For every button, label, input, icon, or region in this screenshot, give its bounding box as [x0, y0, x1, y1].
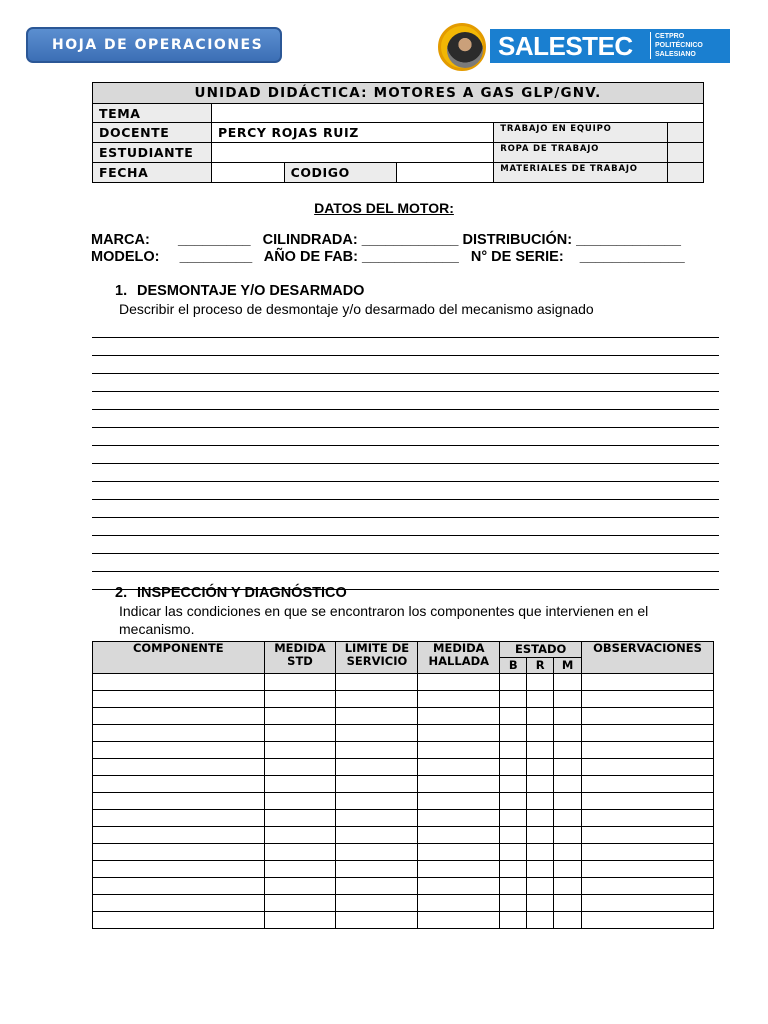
table-cell[interactable]: [418, 708, 500, 725]
table-cell[interactable]: [500, 827, 527, 844]
fecha-label: FECHA: [93, 163, 212, 183]
table-cell[interactable]: [264, 912, 336, 929]
table-cell[interactable]: [336, 844, 418, 861]
table-cell[interactable]: [582, 912, 714, 929]
table-cell[interactable]: [264, 674, 336, 691]
table-cell[interactable]: [93, 793, 265, 810]
trabajo-equipo-label: TRABAJO EN EQUIPO: [494, 123, 667, 143]
table-cell[interactable]: [336, 708, 418, 725]
table-row: [93, 895, 714, 912]
table-cell[interactable]: [554, 810, 582, 827]
table-cell[interactable]: [582, 827, 714, 844]
table-cell[interactable]: [500, 776, 527, 793]
table-cell[interactable]: [336, 912, 418, 929]
col-observaciones: OBSERVACIONES: [582, 642, 714, 674]
table-cell[interactable]: [582, 759, 714, 776]
docente-label: DOCENTE: [93, 123, 212, 143]
table-cell[interactable]: [582, 708, 714, 725]
table-cell[interactable]: [264, 895, 336, 912]
table-cell[interactable]: [582, 725, 714, 742]
materiales-label: MATERIALES DE TRABAJO: [494, 163, 667, 183]
table-cell[interactable]: [582, 742, 714, 759]
table-cell[interactable]: [554, 674, 582, 691]
table-cell[interactable]: [500, 793, 527, 810]
table-cell[interactable]: [582, 861, 714, 878]
table-cell[interactable]: [500, 725, 527, 742]
table-row: [93, 844, 714, 861]
table-cell[interactable]: [93, 827, 265, 844]
table-row: [93, 759, 714, 776]
table-cell[interactable]: [93, 895, 265, 912]
table-cell[interactable]: [554, 759, 582, 776]
table-row: [93, 861, 714, 878]
col-medida-hallada: MEDIDA HALLADA: [418, 642, 500, 674]
table-cell[interactable]: [93, 776, 265, 793]
table-cell[interactable]: [418, 674, 500, 691]
table-row: [93, 725, 714, 742]
table-cell[interactable]: [93, 861, 265, 878]
table-cell[interactable]: [554, 827, 582, 844]
table-cell[interactable]: [418, 691, 500, 708]
info-table: [92, 82, 704, 183]
table-cell[interactable]: [500, 912, 527, 929]
table-cell[interactable]: [554, 912, 582, 929]
codigo-field[interactable]: [397, 163, 494, 183]
inspection-table: [92, 641, 714, 929]
table-cell[interactable]: [500, 759, 527, 776]
table-cell[interactable]: [264, 793, 336, 810]
tema-field[interactable]: [211, 104, 703, 123]
table-cell[interactable]: [527, 827, 554, 844]
document-title-badge: [26, 27, 282, 63]
estudiante-field[interactable]: [211, 143, 493, 163]
table-cell[interactable]: [582, 844, 714, 861]
unit-title: UNIDAD DIDÁCTICA: MOTORES A GAS GLP/GNV.: [93, 83, 704, 104]
table-cell[interactable]: [93, 691, 265, 708]
section-2-heading: 2. INSPECCIÓN Y DIAGNÓSTICO: [115, 585, 347, 601]
table-cell[interactable]: [336, 895, 418, 912]
table-cell[interactable]: [418, 844, 500, 861]
table-cell[interactable]: [500, 708, 527, 725]
docente-value: PERCY ROJAS RUIZ: [211, 123, 493, 143]
trabajo-equipo-check[interactable]: [667, 123, 703, 143]
writing-lines[interactable]: [92, 320, 719, 590]
table-cell[interactable]: [336, 691, 418, 708]
table-cell[interactable]: [93, 810, 265, 827]
table-cell[interactable]: [264, 827, 336, 844]
table-row: [93, 912, 714, 929]
table-cell[interactable]: [554, 725, 582, 742]
table-cell[interactable]: [418, 810, 500, 827]
table-cell[interactable]: [418, 861, 500, 878]
table-cell[interactable]: [93, 878, 265, 895]
table-cell[interactable]: [527, 708, 554, 725]
table-cell[interactable]: [336, 725, 418, 742]
table-cell[interactable]: [264, 708, 336, 725]
table-cell[interactable]: [336, 878, 418, 895]
table-cell[interactable]: [527, 878, 554, 895]
table-row: [93, 827, 714, 844]
table-cell[interactable]: [554, 861, 582, 878]
table-cell[interactable]: [554, 708, 582, 725]
table-cell[interactable]: [582, 776, 714, 793]
table-cell[interactable]: [527, 691, 554, 708]
ropa-trabajo-label: ROPA DE TRABAJO: [494, 143, 667, 163]
table-cell[interactable]: [527, 742, 554, 759]
table-cell[interactable]: [554, 844, 582, 861]
table-cell[interactable]: [527, 912, 554, 929]
table-cell[interactable]: [527, 895, 554, 912]
table-row: [93, 793, 714, 810]
section-2-description: Indicar las condiciones en que se encontraron los componentes que intervienen en el mecanismo.: [119, 603, 649, 637]
table-row: [93, 878, 714, 895]
table-cell[interactable]: [500, 878, 527, 895]
table-cell[interactable]: [500, 742, 527, 759]
table-cell[interactable]: [336, 793, 418, 810]
table-cell[interactable]: [418, 912, 500, 929]
table-cell[interactable]: [527, 776, 554, 793]
table-cell[interactable]: [336, 810, 418, 827]
table-cell[interactable]: [93, 725, 265, 742]
table-cell[interactable]: [527, 725, 554, 742]
table-cell[interactable]: [500, 895, 527, 912]
table-cell[interactable]: [554, 895, 582, 912]
fecha-field[interactable]: [211, 163, 284, 183]
table-cell[interactable]: [582, 691, 714, 708]
salestec-logo: [438, 23, 730, 71]
col-componente: COMPONENTE: [93, 642, 265, 674]
table-cell[interactable]: [582, 878, 714, 895]
logo-emblem-icon: [438, 23, 486, 71]
table-row: [93, 776, 714, 793]
col-estado-r: R: [527, 658, 554, 674]
table-cell[interactable]: [527, 861, 554, 878]
section-1-description: Describir el proceso de desmontaje y/o desarmado del mecanismo asignado: [119, 301, 594, 317]
table-cell[interactable]: [336, 742, 418, 759]
table-cell[interactable]: [500, 861, 527, 878]
table-cell[interactable]: [93, 742, 265, 759]
ropa-trabajo-check[interactable]: [667, 143, 703, 163]
estudiante-label: ESTUDIANTE: [93, 143, 212, 163]
table-cell[interactable]: [554, 742, 582, 759]
table-cell[interactable]: [264, 691, 336, 708]
codigo-label: CODIGO: [284, 163, 397, 183]
table-cell[interactable]: [527, 844, 554, 861]
table-cell[interactable]: [582, 895, 714, 912]
materiales-check[interactable]: [667, 163, 703, 183]
table-cell[interactable]: [264, 861, 336, 878]
table-cell[interactable]: [418, 793, 500, 810]
col-estado: ESTADO: [500, 642, 582, 658]
table-cell[interactable]: [582, 674, 714, 691]
table-row: [93, 708, 714, 725]
logo-subtitle: CETPRO POLITÉCNICO SALESIANO: [650, 32, 731, 59]
table-cell[interactable]: [336, 827, 418, 844]
table-cell[interactable]: [336, 861, 418, 878]
table-cell[interactable]: [527, 810, 554, 827]
tema-label: TEMA: [93, 104, 212, 123]
table-cell[interactable]: [93, 912, 265, 929]
table-cell[interactable]: [527, 674, 554, 691]
table-cell[interactable]: [264, 725, 336, 742]
table-cell[interactable]: [582, 810, 714, 827]
table-cell[interactable]: [418, 742, 500, 759]
table-cell[interactable]: [500, 674, 527, 691]
table-cell[interactable]: [418, 895, 500, 912]
table-cell[interactable]: [93, 674, 265, 691]
table-cell[interactable]: [336, 674, 418, 691]
table-cell[interactable]: [527, 793, 554, 810]
badge-label: HOJA DE OPERACIONES: [52, 37, 264, 53]
table-cell[interactable]: [264, 776, 336, 793]
table-cell[interactable]: [554, 878, 582, 895]
datos-motor-title: DATOS DEL MOTOR:: [314, 200, 454, 216]
table-cell[interactable]: [336, 759, 418, 776]
table-cell[interactable]: [500, 691, 527, 708]
table-cell[interactable]: [500, 810, 527, 827]
table-row: [93, 674, 714, 691]
table-cell[interactable]: [264, 742, 336, 759]
table-cell[interactable]: [93, 844, 265, 861]
section-1-heading: 1. DESMONTAJE Y/O DESARMADO: [115, 283, 365, 299]
table-cell[interactable]: [527, 759, 554, 776]
table-cell[interactable]: [418, 878, 500, 895]
datos-row-1: MARCA: _________ CILINDRADA: ____________ DISTRIBUCIÓN: _____________: [91, 232, 681, 248]
table-cell[interactable]: [418, 759, 500, 776]
table-cell[interactable]: [554, 691, 582, 708]
col-estado-m: M: [554, 658, 582, 674]
col-limite-servicio: LIMITE DE SERVICIO: [336, 642, 418, 674]
table-cell[interactable]: [264, 878, 336, 895]
table-row: [93, 742, 714, 759]
datos-row-2: MODELO: _________ AÑO DE FAB: ____________ N° DE SERIE: _____________: [91, 249, 685, 265]
table-row: [93, 810, 714, 827]
table-cell[interactable]: [93, 759, 265, 776]
table-cell[interactable]: [264, 759, 336, 776]
table-cell[interactable]: [418, 776, 500, 793]
table-cell[interactable]: [418, 827, 500, 844]
table-cell[interactable]: [554, 793, 582, 810]
table-cell[interactable]: [500, 844, 527, 861]
table-cell[interactable]: [93, 708, 265, 725]
col-medida-std: MEDIDA STD: [264, 642, 336, 674]
table-row: [93, 691, 714, 708]
table-cell[interactable]: [264, 844, 336, 861]
table-cell[interactable]: [264, 810, 336, 827]
table-cell[interactable]: [582, 793, 714, 810]
table-cell[interactable]: [336, 776, 418, 793]
logo-wordmark: SALESTEC: [498, 31, 633, 61]
col-estado-b: B: [500, 658, 527, 674]
table-cell[interactable]: [418, 725, 500, 742]
table-cell[interactable]: [554, 776, 582, 793]
